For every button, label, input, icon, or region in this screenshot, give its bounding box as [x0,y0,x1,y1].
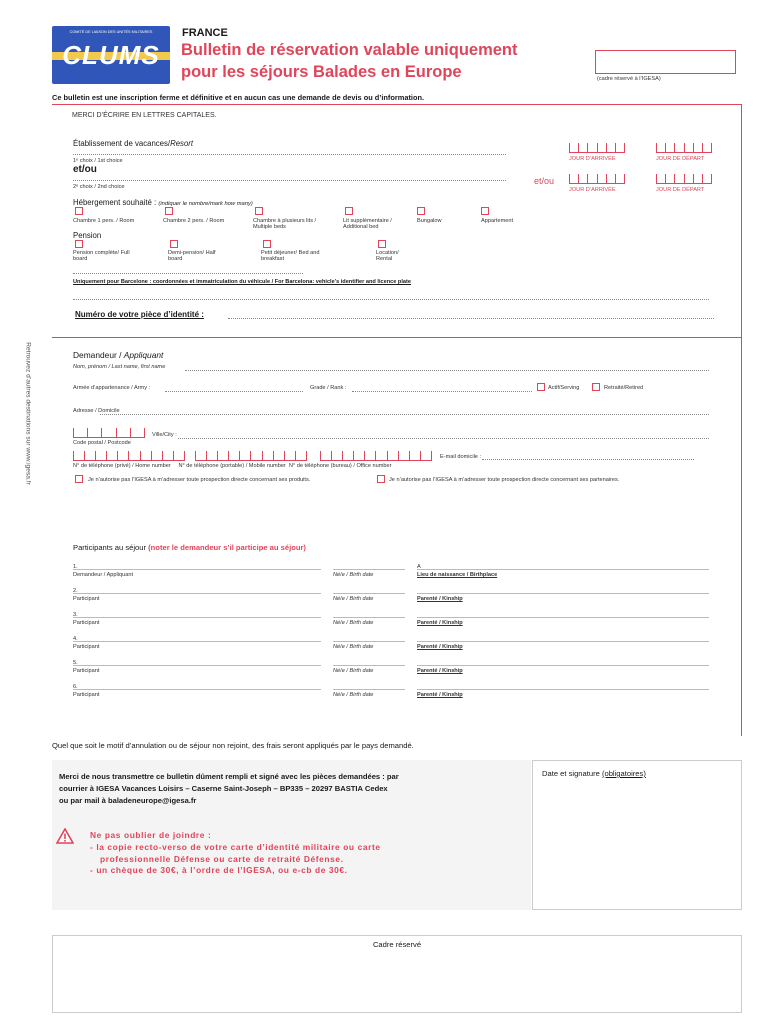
participant-third-label: Parenté / Kinship [417,644,463,650]
send-line2: courrier à IGESA Vacances Loisirs – Caserne Saint-Joseph – BP335 – 20297 BASTIA Cedex [59,784,388,793]
army-line[interactable] [165,391,303,392]
reserved-bottom-label: Cadre réservé [372,940,422,949]
army-label: Armée d’appartenance / Army : [73,385,151,391]
participant-num: 1. [73,564,78,570]
reminder-item1a: - la copie recto-verso de votre carte d’identité militaire ou carte [90,842,381,852]
participant-birth-line[interactable] [333,593,405,594]
participant-third-label: Parenté / Kinship [417,620,463,626]
participant-birth-label: Né/e / Birth date [333,644,374,650]
participant-num: 4. [73,636,78,642]
pension-option-4: Location/ Rental [376,250,399,262]
grade-line[interactable] [352,391,532,392]
id-number-label: Numéro de votre pièce d’identité : [75,310,204,319]
resort-etou-right: et/ou [534,176,555,186]
lodging-checkbox-6[interactable] [481,207,489,215]
participant-third-label: Parenté / Kinship [417,596,463,602]
send-instructions [52,760,531,910]
lodging-checkbox-1[interactable] [75,207,83,215]
arrival-date-1[interactable] [569,143,625,153]
pension-label: Pension [73,231,102,240]
postcode-label: Code postal / Postcode [73,440,131,446]
phones-label: N° de téléphone (privé) / Home number N° de téléphone (portable) / Mobile number N° de téléphone (bureau) / Office number [73,463,392,469]
warning-icon [56,828,74,844]
participant-role: Participant [73,692,100,698]
participant-role: Demandeur / Appliquant [73,572,134,578]
pension-checkbox-3[interactable] [263,240,271,248]
participant-third-line[interactable] [417,689,709,690]
arrival-label-2: JOUR D’ARRIVÉE [569,187,616,193]
participant-role: Participant [73,668,100,674]
side-text: Retrouvez d’autres destinations sur www.igesa.fr [24,342,32,485]
retired-label: Retraité/Retired [604,385,644,391]
participant-role: Participant [73,596,100,602]
departure-date-1[interactable] [656,143,712,153]
participants-title: Participants au séjour (noter le demandeur s’il participe au séjour) [73,543,306,552]
reminder-item2: - un chèque de 30€, à l’ordre de l’IGESA, ou e-cb de 30€. [90,865,348,875]
resort-choice2-line[interactable] [73,180,506,181]
participant-third-label: Parenté / Kinship [417,692,463,698]
participant-third-label: Lieu de naissance / Birthplace [417,572,498,578]
participant-num: 3. [73,612,78,618]
applicant-title: Demandeur / Appliquant [73,350,164,360]
email-line[interactable] [482,459,694,460]
country-label: FRANCE [182,27,228,39]
consent-products-checkbox[interactable] [75,475,83,483]
participant-name-line[interactable] [73,617,321,618]
reminder-title: Ne pas oublier de joindre : [90,830,212,840]
participant-birth-label: Né/e / Birth date [333,596,374,602]
pension-checkbox-2[interactable] [170,240,178,248]
participant-name-line[interactable] [73,641,321,642]
lodging-option-3: Chambre à plusieurs lits / Multiple beds [253,218,317,230]
consent-partners-checkbox[interactable] [377,475,385,483]
resort-label: Établissement de vacances/Resort [73,139,194,148]
barcelona-label: Uniquement pour Barcelone : coordonnées et immatriculation du véhicule / For Barcelona: vehicle’s identifier and licence plate [73,279,411,285]
lodging-checkbox-4[interactable] [345,207,353,215]
pension-option-2: Demi-pension/ Half board [168,250,216,262]
signature-box[interactable] [532,760,742,910]
logo [52,26,170,84]
participant-third-line[interactable] [417,617,709,618]
arrival-date-2[interactable] [569,174,625,184]
reserved-bottom-box [52,935,742,1013]
participant-birth-line[interactable] [333,617,405,618]
page-title-line2: pour les séjours Balades en Europe [181,63,462,81]
pension-option-3: Petit déjeuner/ Bed and breakfast [261,250,320,262]
cancellation-text: Quel que soit le motif d’annulation ou de séjour non rejoint, des frais seront appliqués par le pays demandé. [52,741,414,750]
arrival-label-1: JOUR D’ARRIVÉE [569,156,616,162]
grade-label: Grade / Rank : [310,385,347,391]
participant-birth-label: Né/e / Birth date [333,620,374,626]
lodging-checkbox-2[interactable] [165,207,173,215]
participant-birth-line[interactable] [333,665,405,666]
city-label: Ville/City : [152,432,177,438]
participant-role: Participant [73,620,100,626]
lodging-checkbox-5[interactable] [417,207,425,215]
send-line1: Merci de nous transmettre ce bulletin dûment rempli et signé avec les pièces demandées : par [59,772,399,781]
resort-choice2-label: 2ᵉ choix / 2nd choice [73,184,125,190]
consent-products-label: Je n’autorise pas l’IGESA à m’adresser toute prospection directe concernant ses produits. [88,477,311,483]
home-phone-field[interactable] [73,451,185,461]
intro-text: Ce bulletin est une inscription ferme et définitive et en aucun cas une demande de devis ou d’information. [52,93,425,102]
participant-third-label: Parenté / Kinship [417,668,463,674]
logo-text: CLUMS [62,40,160,70]
participant-role: Participant [73,644,100,650]
applicant-name-label: Nom, prénom / Last name, first name [73,364,166,370]
departure-label-1: JOUR DE DÉPART [656,156,705,162]
lodging-checkbox-3[interactable] [255,207,263,215]
resort-choice1-label: 1ᵉ choix / 1st choice [73,158,123,164]
resort-choice1-line[interactable] [73,154,506,155]
signature-label: Date et signature (obligatoires) [542,769,646,778]
participant-third-num: A [417,564,421,570]
participant-name-line[interactable] [73,665,321,666]
resort-etou: et/ou [73,164,97,175]
participant-num: 2. [73,588,78,594]
participant-name-line[interactable] [73,689,321,690]
address-label: Adresse / Domicile [73,408,120,414]
igesa-reserved-box [595,50,736,74]
send-line3: ou par mail à baladeneurope@igesa.fr [59,796,197,805]
id-number-line[interactable] [228,318,714,319]
pension-checkbox-4[interactable] [378,240,386,248]
participant-name-line[interactable] [73,593,321,594]
active-checkbox[interactable] [537,383,545,391]
participant-birth-line[interactable] [333,569,405,570]
participant-birth-line[interactable] [333,641,405,642]
reminder-item1b: professionnelle Défense ou carte de retraité Défense. [100,854,344,864]
email-label: E-mail domicile : [440,454,482,460]
consent-partners-label: Je n’autorise pas l’IGESA à m’adresser toute prospection directe concernant ses partenaires. [389,477,620,483]
logo-subtext: COMITÉ DE LIAISON DES UNITÉS MILITAIRES [69,30,153,34]
office-phone-field[interactable] [320,451,432,461]
page-title-line1: Bulletin de réservation valable uniquement [181,41,518,59]
lodging-option-1: Chambre 1 pers. / Room [73,218,135,224]
lodging-option-6: Appartement [481,218,514,224]
pension-checkbox-1[interactable] [75,240,83,248]
city-line[interactable] [178,438,709,439]
departure-label-2: JOUR DE DÉPART [656,187,705,193]
pension-option-1: Pension complète/ Full board [73,250,130,262]
barcelona-line-2[interactable] [73,299,709,300]
participant-third-line[interactable] [417,593,709,594]
participant-birth-label: Né/e / Birth date [333,572,374,578]
participant-name-line[interactable] [73,569,321,570]
participant-birth-line[interactable] [333,689,405,690]
participant-birth-label: Né/e / Birth date [333,668,374,674]
caps-notice: MERCI D’ÉCRIRE EN LETTRES CAPITALES. [72,112,217,119]
lodging-option-2: Chambre 2 pers. / Room [163,218,225,224]
address-line[interactable] [100,414,709,415]
participant-third-line[interactable] [417,569,709,570]
departure-date-2[interactable] [656,174,712,184]
participant-num: 5. [73,660,78,666]
lodging-option-4: Lit supplémentaire / Additional bed [343,218,392,230]
participant-num: 6. [73,684,78,690]
participant-birth-label: Né/e / Birth date [333,692,374,698]
barcelona-line[interactable] [73,273,303,274]
postcode-field[interactable] [73,428,145,438]
active-label: Actif/Serving [548,385,580,391]
igesa-reserved-label: (cadre réservé à l’IGESA) [597,76,661,82]
mobile-phone-field[interactable] [195,451,307,461]
applicant-name-line[interactable] [185,370,709,371]
section-divider [52,337,742,338]
lodging-option-5: Bungalow [417,218,442,224]
retired-checkbox[interactable] [592,383,600,391]
lodging-label: Hébergement souhaité : (indiquer le nombre/mark how many) [73,198,253,207]
participant-third-line[interactable] [417,641,709,642]
participant-third-line[interactable] [417,665,709,666]
